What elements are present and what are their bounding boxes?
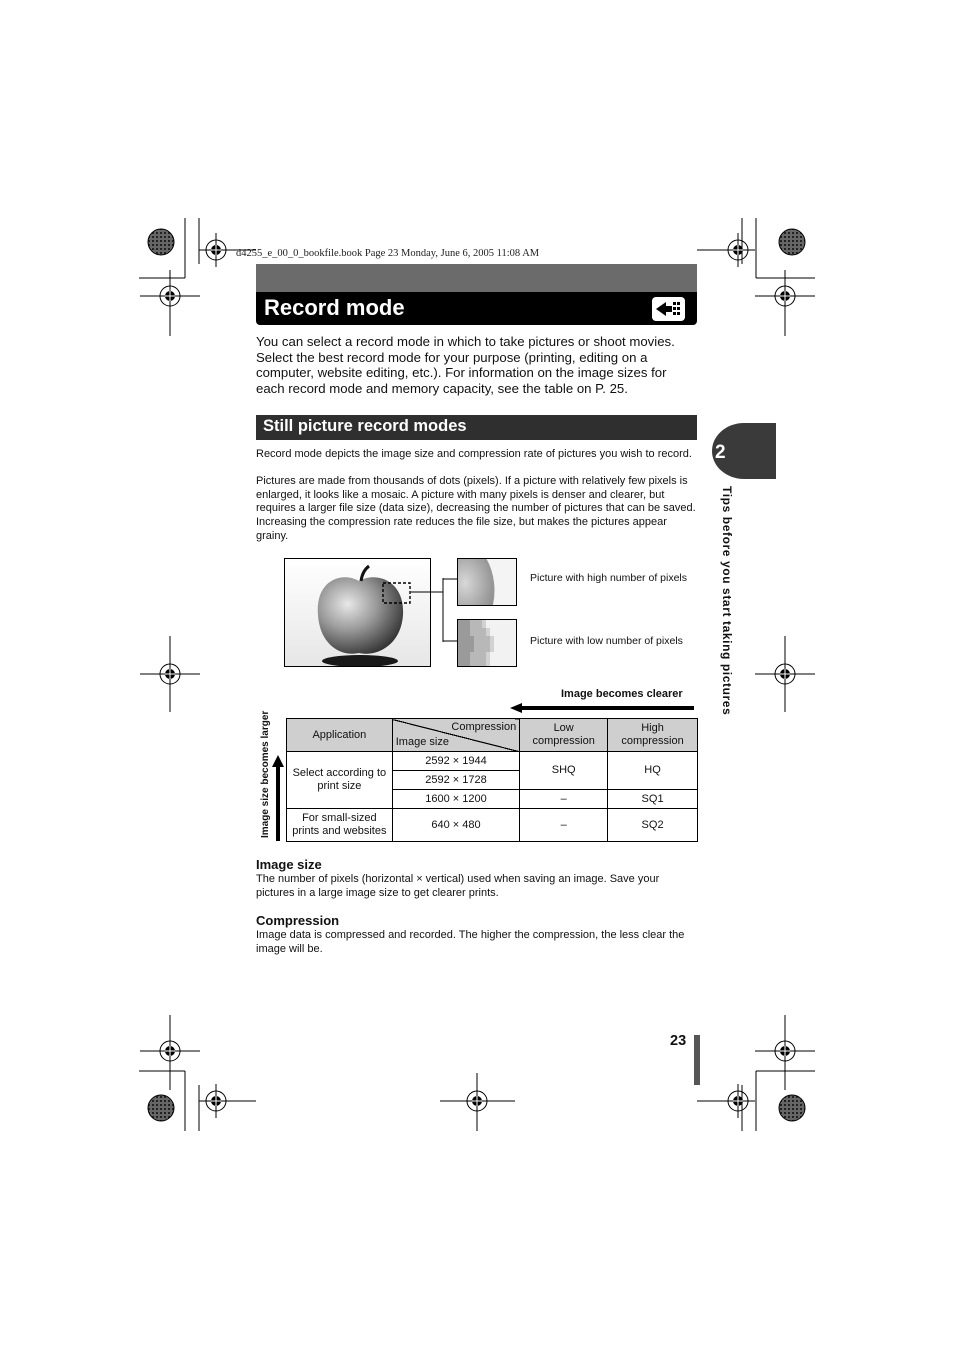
- cell-web-app: For small-sized prints and websites: [287, 809, 393, 842]
- connector-lines: [411, 578, 459, 644]
- page-number: 23: [670, 1033, 687, 1049]
- cell-dash: –: [520, 809, 608, 842]
- page-title: Record mode: [264, 295, 405, 320]
- section-para-1: Record mode depicts the image size and compression rate of pictures you wish to record.: [256, 448, 692, 460]
- header-low: Low compression: [520, 719, 608, 752]
- header-image-size: Image size: [395, 736, 449, 748]
- caption-high-pixels: Picture with high number of pixels: [530, 572, 687, 584]
- intro-paragraph: You can select a record mode in which to take pictures or shoot movies. Select the best record mode for your purpose (printing, editing on a computer, website editing, etc.). For information on the image sizes for each record mode and memory capacity, see the table on P. 25.: [256, 334, 675, 396]
- arrow-up-icon: [272, 755, 284, 841]
- cell-size: 640 × 480: [392, 809, 519, 842]
- compression-text: Image data is compressed and recorded. The higher the compression, the less clear the image will be.: [256, 929, 685, 955]
- cell-size: 1600 × 1200: [392, 790, 519, 809]
- table-header-row: [287, 719, 698, 752]
- record-mode-icon: [652, 297, 685, 321]
- clearer-label: Image becomes clearer: [561, 688, 683, 700]
- record-mode-table: [286, 718, 698, 842]
- arrow-left-icon: [510, 703, 694, 713]
- cell-sq2: SQ2: [608, 809, 698, 842]
- image-size-heading: Image size: [256, 857, 322, 872]
- image-size-text: The number of pixels (horizontal × vertical) used when saving an image. Save your pictures in a large image size to get clearer prints.: [256, 873, 660, 899]
- cell-print-app: Select according to print size: [287, 752, 393, 809]
- page-edge-bar: [694, 1035, 700, 1085]
- cell-sq1: SQ1: [608, 790, 698, 809]
- header-compression: Compression: [451, 721, 517, 733]
- cell-hq: HQ: [608, 752, 698, 790]
- cell-size: 2592 × 1944: [392, 752, 519, 771]
- header-application: Application: [287, 719, 393, 752]
- header-band: [256, 264, 697, 292]
- section-title: Still picture record modes: [263, 417, 467, 435]
- cell-shq: SHQ: [520, 752, 608, 790]
- print-header: d4255_e_00_0_bookfile.book Page 23 Monday, June 6, 2005 11:08 AM: [236, 248, 540, 259]
- section-para-2: Pictures are made from thousands of dots (pixels). If a picture with relatively few pixels is enlarged, it looks like a mosaic. A picture with many pixels is denser and clearer, but requires a larger file size (data size), decreasing the number of pictures that can be saved. Increasing the compression rate reduces the file size, but makes the pictures appear grainy.: [256, 475, 696, 542]
- cell-dash: –: [520, 790, 608, 809]
- header-diagonal: [392, 719, 519, 752]
- chapter-title: Tips before you start taking pictures: [720, 486, 734, 716]
- cell-size: 2592 × 1728: [392, 771, 519, 790]
- zoom-high-pixels: [457, 558, 517, 606]
- table-row: [287, 809, 698, 842]
- zoom-low-pixels: [457, 619, 517, 667]
- larger-label: Image size becomes larger: [260, 710, 271, 838]
- compression-heading: Compression: [256, 913, 340, 928]
- table-row: [287, 752, 698, 771]
- chapter-number: 2: [715, 442, 726, 463]
- header-high: High compression: [608, 719, 698, 752]
- apple-photo: [284, 558, 431, 667]
- caption-low-pixels: Picture with low number of pixels: [530, 635, 683, 647]
